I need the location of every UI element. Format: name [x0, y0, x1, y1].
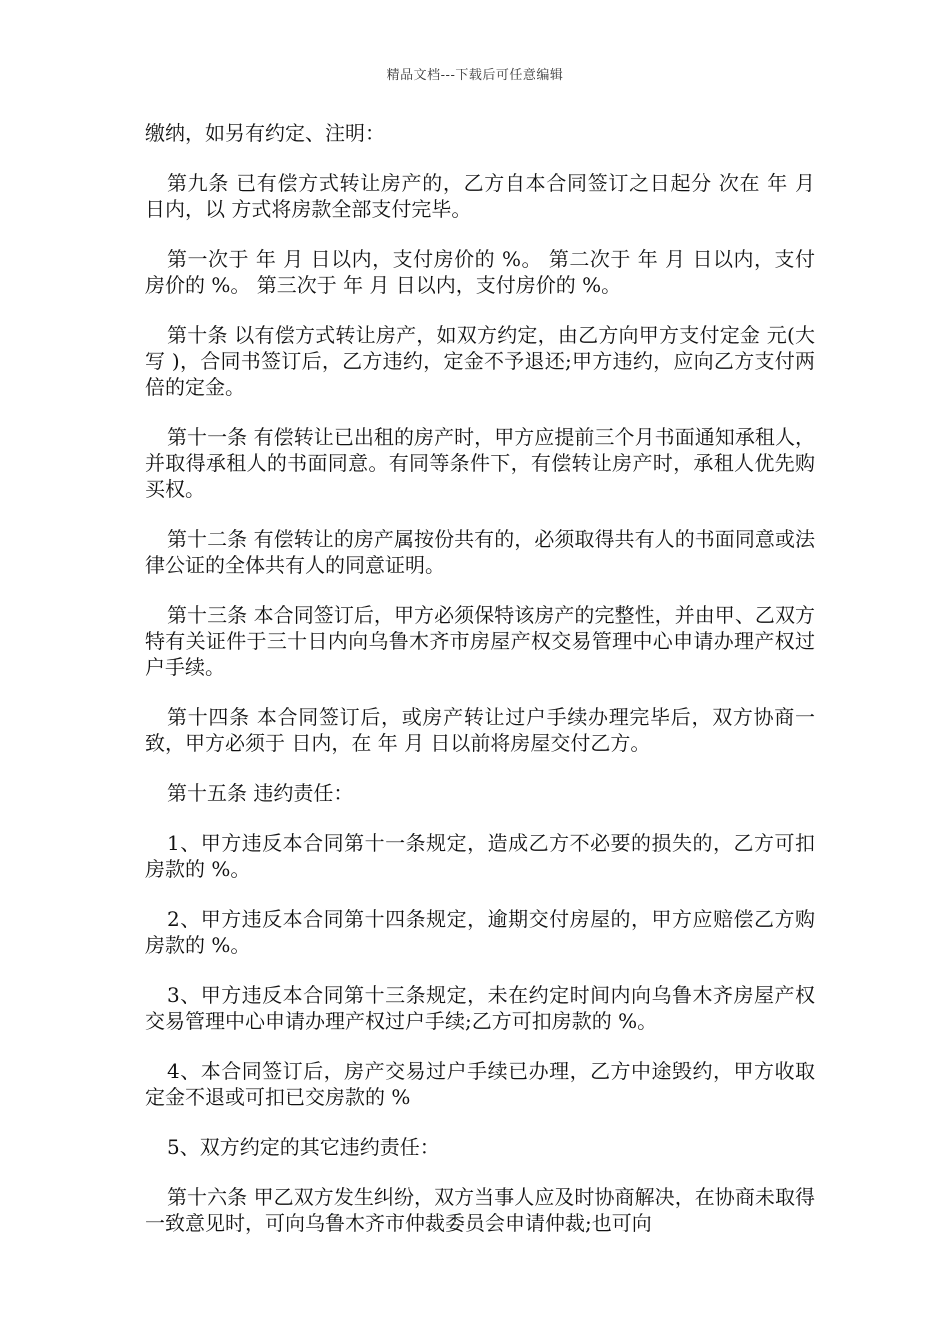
paragraph-article-14: 第十四条 本合同签订后，或房产转让过户手续办理完毕后，双方协商一致，甲方必须于 日内，在 年 月 日以前将房屋交付乙方。	[145, 705, 815, 755]
paragraph-payment-installments: 第一次于 年 月 日以内，支付房价的 %。 第二次于 年 月 日以内，支付房价的 %。 第三次于 年 月 日以内，支付房价的 %。	[145, 247, 815, 297]
paragraph-article-13: 第十三条 本合同签订后，甲方必须保特该房产的完整性，并由甲、乙双方特有关证件于三十日内向乌鲁木齐市房屋产权交易管理中心申请办理产权过户手续。	[145, 603, 815, 679]
paragraph-article-9: 第九条 已有偿方式转让房产的，乙方自本合同签订之日起分 次在 年 月 日内，以 方式将房款全部支付完毕。	[145, 171, 815, 221]
paragraph: 缴纳，如另有约定、注明：	[145, 121, 385, 145]
paragraph-article-16: 第十六条 甲乙双方发生纠纷，双方当事人应及时协商解决，在协商未取得一致意见时，可向乌鲁木齐市仲裁委员会申请仲裁;也可向	[145, 1185, 815, 1235]
paragraph-liability-4: 4、本合同签订后，房产交易过户手续已办理，乙方中途毁约，甲方收取定金不退或可扣已交房款的 %	[145, 1059, 815, 1109]
paragraph-liability-1: 1、甲方违反本合同第十一条规定，造成乙方不必要的损失的，乙方可扣房款的 %。	[145, 831, 815, 881]
paragraph-article-12: 第十二条 有偿转让的房产属按份共有的，必须取得共有人的书面同意或法律公证的全体共有人的同意证明。	[145, 527, 815, 577]
page-header: 精品文档---下载后可任意编辑	[386, 68, 564, 83]
paragraph-article-10: 第十条 以有偿方式转让房产，如双方约定，由乙方向甲方支付定金 元(大写 )，合同书签订后，乙方违约，定金不予退还;甲方违约，应向乙方支付两倍的定金。	[145, 323, 815, 399]
paragraph-article-11: 第十一条 有偿转让已出租的房产时，甲方应提前三个月书面通知承租人，并取得承租人的书面同意。有同等条件下，有偿转让房产时，承租人优先购买权。	[145, 425, 815, 501]
document-body	[145, 120, 815, 1260]
paragraph-liability-5: 5、双方约定的其它违约责任：	[167, 1135, 440, 1159]
paragraph-article-15: 第十五条 违约责任：	[167, 781, 354, 805]
paragraph-liability-2: 2、甲方违反本合同第十四条规定，逾期交付房屋的，甲方应赔偿乙方购房款的 %。	[145, 907, 815, 957]
paragraph-liability-3: 3、甲方违反本合同第十三条规定，未在约定时间内向乌鲁木齐房屋产权交易管理中心申请办理产权过户手续;乙方可扣房款的 %。	[145, 983, 815, 1033]
